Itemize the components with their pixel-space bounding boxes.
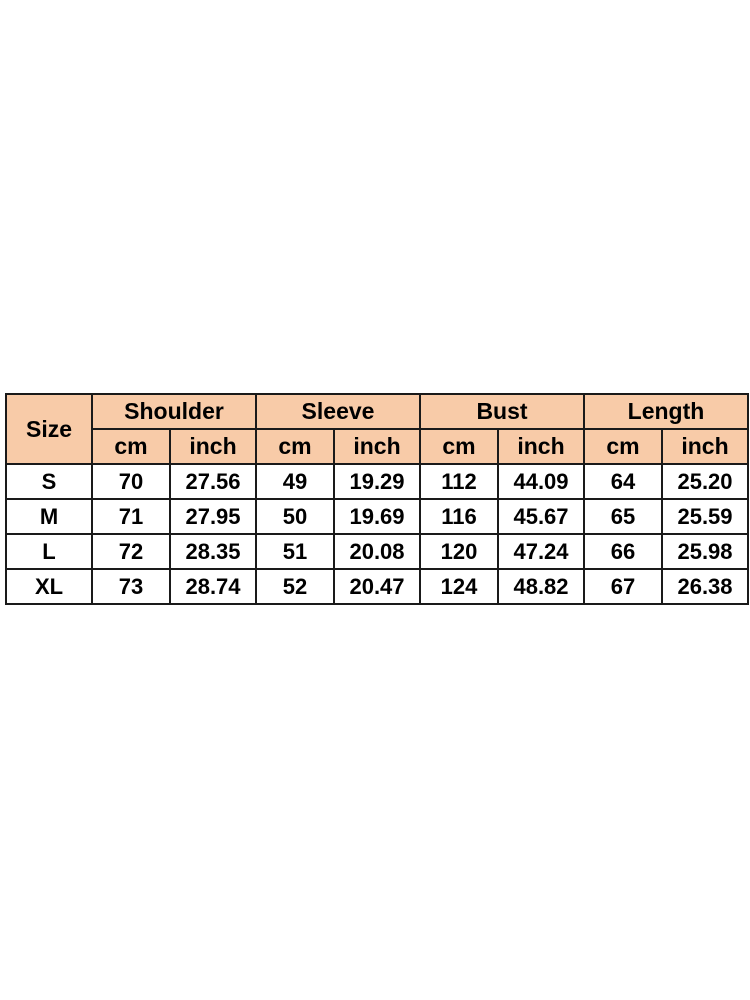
header-row-groups [6, 394, 748, 429]
table-cell: 70 [92, 464, 170, 499]
table-cell: 25.59 [662, 499, 748, 534]
table-cell: 25.98 [662, 534, 748, 569]
table-cell: 45.67 [498, 499, 584, 534]
table-row [6, 499, 748, 534]
bust-header: Bust [420, 394, 584, 429]
table-cell: 19.69 [334, 499, 420, 534]
table-cell: 67 [584, 569, 662, 604]
table-cell: 116 [420, 499, 498, 534]
unit-header-cm: cm [92, 429, 170, 464]
table-cell: 48.82 [498, 569, 584, 604]
size-cell: M [6, 499, 92, 534]
unit-header-inch: inch [170, 429, 256, 464]
length-header: Length [584, 394, 748, 429]
table-cell: 72 [92, 534, 170, 569]
unit-header-inch: inch [334, 429, 420, 464]
unit-header-cm: cm [584, 429, 662, 464]
unit-header-inch: inch [662, 429, 748, 464]
table-cell: 28.74 [170, 569, 256, 604]
table-cell: 112 [420, 464, 498, 499]
table-cell: 28.35 [170, 534, 256, 569]
table-cell: 27.56 [170, 464, 256, 499]
table-cell: 52 [256, 569, 334, 604]
table-row [6, 534, 748, 569]
size-cell: L [6, 534, 92, 569]
table-cell: 49 [256, 464, 334, 499]
table-cell: 20.08 [334, 534, 420, 569]
table-cell: 47.24 [498, 534, 584, 569]
size-cell: S [6, 464, 92, 499]
unit-header-cm: cm [256, 429, 334, 464]
table-cell: 51 [256, 534, 334, 569]
table-cell: 120 [420, 534, 498, 569]
table-cell: 73 [92, 569, 170, 604]
table-cell: 50 [256, 499, 334, 534]
table-cell: 44.09 [498, 464, 584, 499]
size-chart-table [5, 393, 749, 605]
table-cell: 64 [584, 464, 662, 499]
table-cell: 20.47 [334, 569, 420, 604]
unit-header-inch: inch [498, 429, 584, 464]
table-cell: 26.38 [662, 569, 748, 604]
table-cell: 19.29 [334, 464, 420, 499]
table-cell: 25.20 [662, 464, 748, 499]
size-cell: XL [6, 569, 92, 604]
table-cell: 27.95 [170, 499, 256, 534]
unit-header-cm: cm [420, 429, 498, 464]
header-row-units [6, 429, 748, 464]
table-row [6, 464, 748, 499]
size-column-header: Size [6, 394, 92, 464]
table-cell: 66 [584, 534, 662, 569]
table-cell: 124 [420, 569, 498, 604]
shoulder-header: Shoulder [92, 394, 256, 429]
table-row [6, 569, 748, 604]
table-cell: 65 [584, 499, 662, 534]
table-cell: 71 [92, 499, 170, 534]
sleeve-header: Sleeve [256, 394, 420, 429]
